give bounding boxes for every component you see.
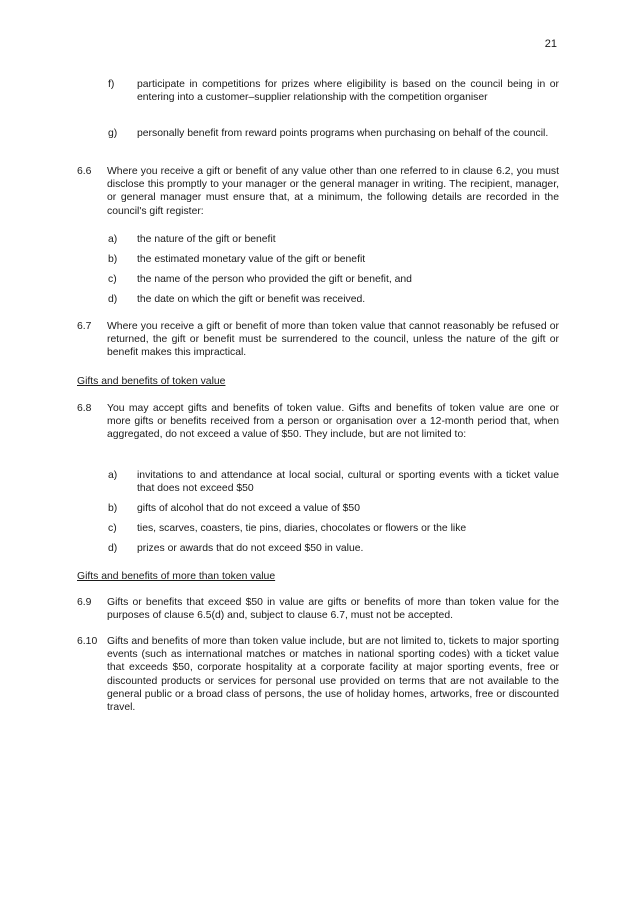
clause-6-8-c-text: ties, scarves, coasters, tie pins, diaries, chocolates or flowers or the like xyxy=(137,523,467,534)
clause-6-6-a-text: the nature of the gift or benefit xyxy=(137,234,276,245)
clause-6-6-c-text: the name of the person who provided the gift or benefit, and xyxy=(137,274,412,285)
clause-6-10-text: Gifts and benefits of more than token value include, but are not limited to, tickets to major sporting events (such as international matches or matches in national sporting codes) with a ticket value that exceeds $50, corporate hospitality at a corporate facility at major sporting events, free or discounted products or services for personal use provided on terms that are not available to the general public or a broad class of persons, the use of holiday homes, artworks, free or discounted travel. xyxy=(107,636,559,714)
clause-6-6-number: 6.6 xyxy=(77,166,92,177)
clause-6-10-number: 6.10 xyxy=(77,636,98,647)
clause-6-6-b-text: the estimated monetary value of the gift or benefit xyxy=(137,254,366,265)
clause-6-6-b-letter: b) xyxy=(108,254,118,265)
item-g-letter: g) xyxy=(108,128,118,139)
clause-6-6-a-letter: a) xyxy=(108,234,118,245)
clause-6-9-number: 6.9 xyxy=(77,597,92,608)
clause-6-8-a-letter: a) xyxy=(108,470,118,481)
clause-6-9-text: Gifts or benefits that exceed $50 in value are gifts or benefits of more than token value for the purposes of clause 6.5(d) and, subject to clause 6.7, must not be accepted. xyxy=(107,597,559,622)
clause-6-8-text: You may accept gifts and benefits of token value. Gifts and benefits of token value are one or more gifts or benefits received from a person or organisation over a 12-month period that, when aggregated, do not exceed a value of $50. They include, but are not limited to: xyxy=(107,403,559,441)
clause-6-6-c-letter: c) xyxy=(108,274,117,285)
item-f-letter: f) xyxy=(108,79,115,90)
clause-6-6-d-letter: d) xyxy=(108,294,118,305)
page-number: 21 xyxy=(544,38,557,50)
clause-6-7-number: 6.7 xyxy=(77,321,92,332)
heading-token-value: Gifts and benefits of token value xyxy=(77,376,226,387)
item-f-text: participate in competitions for prizes where eligibility is based on the council being in or entering into a customer–supplier relationship with the competition organiser xyxy=(137,79,559,104)
clause-6-8-c-letter: c) xyxy=(108,523,117,534)
clause-6-7-text: Where you receive a gift or benefit of more than token value that cannot reasonably be refused or returned, the gift or benefit must be surrendered to the council, unless the nature of the gift or benefit makes this impractical. xyxy=(107,321,559,359)
clause-6-8-number: 6.8 xyxy=(77,403,92,414)
clause-6-8-d-letter: d) xyxy=(108,543,118,554)
clause-6-8-d-text: prizes or awards that do not exceed $50 in value. xyxy=(137,543,364,554)
clause-6-6-d-text: the date on which the gift or benefit was received. xyxy=(137,294,366,305)
clause-6-8-b-letter: b) xyxy=(108,503,118,514)
clause-6-8-b-text: gifts of alcohol that do not exceed a value of $50 xyxy=(137,503,360,514)
clause-6-8-a-text: invitations to and attendance at local social, cultural or sporting events with a ticket value that does not exceed $50 xyxy=(137,470,559,495)
item-g-text: personally benefit from reward points programs when purchasing on behalf of the council. xyxy=(137,128,549,139)
heading-more-than-token: Gifts and benefits of more than token value xyxy=(77,571,276,582)
clause-6-6-text: Where you receive a gift or benefit of any value other than one referred to in clause 6.2, you must disclose this promptly to your manager or the general manager in writing. The recipient, manager, or general manager must ensure that, at a minimum, the following details are recorded in the council's gift register: xyxy=(107,166,559,217)
